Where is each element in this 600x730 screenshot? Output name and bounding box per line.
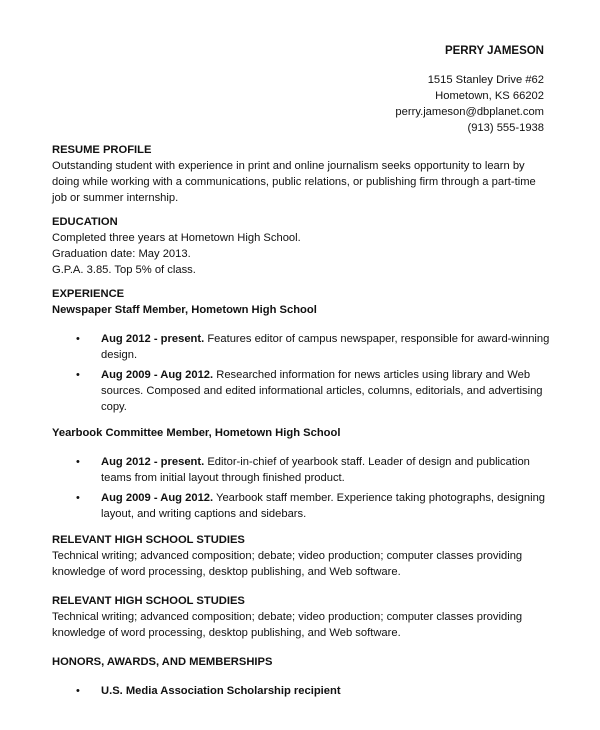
job-entries [52,331,552,415]
honors-heading: HONORS, AWARDS, AND MEMBERSHIPS [52,656,273,668]
entry-text: Yearbook staff member. Experience taking photographs, designing layout, and writing captions and sidebars. [101,492,546,520]
entry-date: Aug 2012 - present. [101,456,205,468]
address-line-2: Hometown, KS 66202 [435,90,544,102]
entry-text: Researched information for news articles using library and Web sources. Composed and edited informational articles, columns, editorials, and advertising copy. [101,369,543,413]
job-entry [52,490,552,522]
job-entry [52,367,552,415]
bullet-icon: • [76,369,80,381]
bullet-icon: • [76,333,80,345]
entry-date: Aug 2009 - Aug 2012. [101,369,214,381]
education-line: G.P.A. 3.85. Top 5% of class. [52,264,196,276]
profile-heading: RESUME PROFILE [52,144,152,156]
education-section [52,214,552,278]
entry-date: Aug 2009 - Aug 2012. [101,492,214,504]
studies-section [52,532,552,580]
studies-heading: RELEVANT HIGH SCHOOL STUDIES [52,595,245,607]
bullet-icon: • [76,685,80,697]
address-line-1: 1515 Stanley Drive #62 [427,74,544,86]
honor-item [52,683,552,699]
bullet-icon: • [76,492,80,504]
profile-text: Outstanding student with experience in print and online journalism seeks opportunity to learn by doing while working with a communications, public relations, or publishing firm through a part-time job or summer internship. [52,160,536,204]
entry-date: Aug 2012 - present. [101,333,205,345]
education-line: Completed three years at Hometown High School. [52,232,301,244]
experience-section [52,286,552,522]
resume-body [52,142,552,703]
studies-text: Technical writing; advanced composition; debate; video production; computer classes providing knowledge of word processing, desktop publishing, and Web software. [52,611,523,639]
profile-section [52,142,552,206]
applicant-name: PERRY JAMESON [444,45,544,57]
experience-heading: EXPERIENCE [52,288,125,300]
job-entries [52,454,552,522]
entry-text: Editor-in-chief of yearbook staff. Leader of design and publication teams from initial layout through finished product. [101,456,530,484]
phone-number: (913) 555-1938 [467,122,544,134]
studies-section [52,593,552,641]
studies-text: Technical writing; advanced composition; debate; video production; computer classes providing knowledge of word processing, desktop publishing, and Web software. [52,550,523,578]
job-title: Yearbook Committee Member, Hometown High School [52,427,341,439]
email-address: perry.jameson@dbplanet.com [395,106,544,118]
job-entry [52,454,552,486]
honors-section [52,654,552,699]
job-title: Newspaper Staff Member, Hometown High School [52,304,317,316]
honor-text: U.S. Media Association Scholarship recipient [101,685,341,697]
studies-heading: RELEVANT HIGH SCHOOL STUDIES [52,534,245,546]
contact-header [244,43,544,136]
education-heading: EDUCATION [52,216,118,228]
bullet-icon: • [76,456,80,468]
education-line: Graduation date: May 2013. [52,248,191,260]
entry-text: Features editor of campus newspaper, responsible for award-winning design. [101,333,550,361]
job-entry [52,331,552,363]
honors-list [52,683,552,699]
